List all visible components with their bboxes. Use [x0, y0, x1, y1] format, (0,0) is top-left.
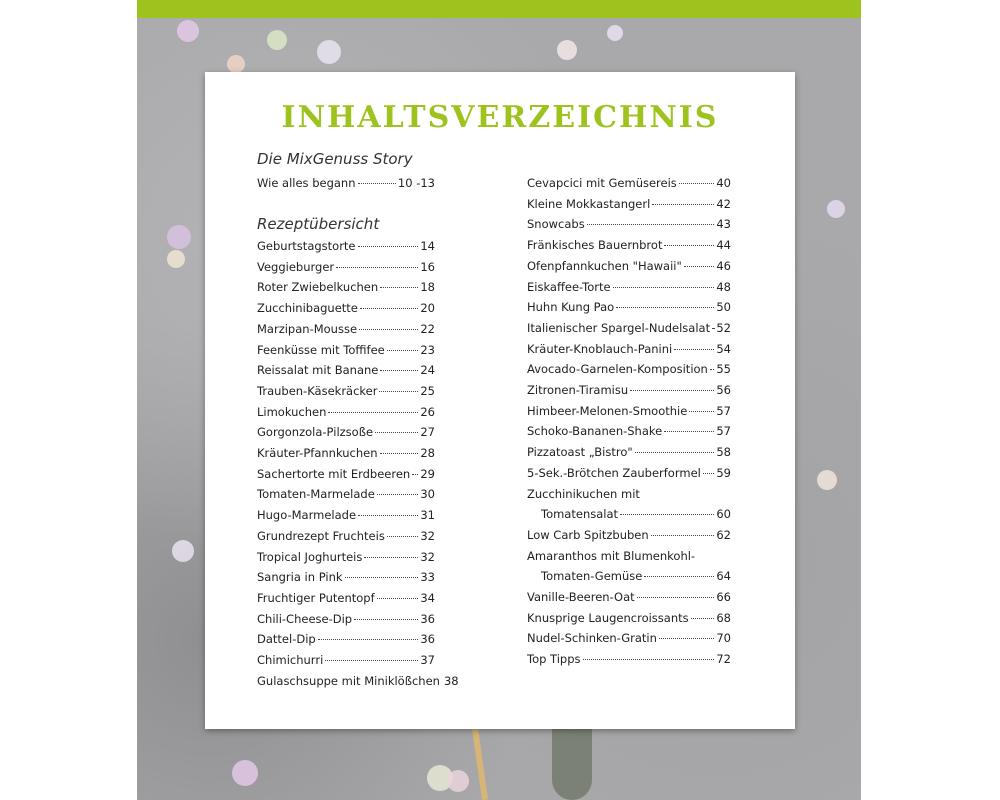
toc-entry-page: 26: [420, 404, 435, 419]
confetti-dot: [817, 470, 837, 490]
toc-entry-page: 57: [716, 403, 731, 418]
toc-entry[interactable]: [527, 445, 731, 465]
toc-entry[interactable]: [257, 508, 435, 528]
dot-leader: [375, 432, 418, 433]
toc-entry-page: 48: [716, 279, 731, 294]
toc-entry-title: Vanille-Beeren-Oat: [527, 590, 635, 604]
decor-stick: [472, 728, 488, 800]
toc-entry-page: 37: [420, 653, 435, 667]
toc-entry-page: 40: [716, 176, 731, 190]
toc-entry-page: 54: [716, 341, 731, 356]
dot-leader: [613, 287, 715, 288]
toc-entry-title: Sangria in Pink: [257, 570, 343, 585]
toc-entry-title: Tomaten-Gemüse: [541, 569, 643, 584]
toc-entry[interactable]: [527, 549, 731, 569]
toc-entry-page: 23: [420, 342, 435, 357]
toc-entry-title: Chimichurri: [257, 653, 324, 667]
toc-entry-page: 22: [420, 321, 435, 336]
toc-entry-page: 59: [716, 465, 731, 480]
dot-leader: [328, 412, 418, 413]
toc-entry[interactable]: [527, 631, 731, 651]
toc-entry-title: Avocado-Garnelen-Komposition: [527, 362, 708, 377]
toc-entry[interactable]: [527, 466, 731, 486]
toc-entry-title: Limokuchen: [257, 404, 327, 419]
toc-entry[interactable]: [527, 300, 731, 320]
toc-entry-page: 43: [716, 217, 731, 232]
toc-entry[interactable]: [527, 383, 731, 403]
dot-leader: [336, 267, 418, 268]
toc-entry-page: 68: [716, 610, 731, 625]
toc-entry-title: Eiskaffee-Torte: [527, 279, 611, 294]
toc-entry-page: 32: [420, 528, 435, 543]
dot-leader: [710, 369, 715, 370]
dot-leader: [387, 350, 419, 351]
toc-entry-page: 32: [420, 549, 435, 564]
toc-entry-page: 42: [716, 196, 731, 211]
dot-leader: [637, 597, 715, 598]
confetti-dot: [827, 200, 845, 218]
toc-entry[interactable]: [257, 322, 435, 342]
toc-card: [205, 72, 795, 729]
toc-entry[interactable]: [527, 176, 731, 196]
toc-entry-page: 50: [716, 300, 731, 315]
toc-entry-title: Tomatensalat: [541, 507, 619, 522]
toc-entry[interactable]: [257, 384, 435, 404]
toc-entry-page: 33: [420, 570, 435, 585]
confetti-dot: [447, 770, 469, 792]
dot-leader: [412, 474, 418, 475]
toc-entry-title: Knusprige Laugencroissants: [527, 610, 689, 625]
toc-entry-title: Huhn Kung Pao: [527, 300, 615, 315]
toc-entry-page: 55: [716, 362, 731, 377]
toc-entry-page: 52: [716, 320, 731, 335]
toc-entry[interactable]: [257, 591, 435, 611]
toc-entry-page: 28: [420, 446, 435, 460]
dot-leader: [620, 514, 714, 515]
dot-leader: [377, 598, 419, 599]
story-heading: Die MixGenuss Story: [257, 150, 413, 168]
dot-leader: [587, 224, 715, 225]
dot-leader: [359, 329, 418, 330]
toc-entry-page: 24: [420, 363, 435, 378]
toc-entry-title: Gorgonzola-Pilzsoße: [257, 425, 374, 440]
toc-entry[interactable]: [257, 467, 435, 487]
toc-entry-page: 66: [716, 590, 731, 604]
toc-entry-title: Veggieburger: [257, 259, 335, 274]
confetti-dot: [167, 250, 185, 268]
dot-leader: [358, 246, 419, 247]
toc-entry[interactable]: [257, 550, 435, 570]
toc-entry[interactable]: [257, 446, 435, 466]
toc-entry[interactable]: [527, 197, 731, 217]
toc-entry[interactable]: [257, 653, 435, 673]
toc-entry-title: Himbeer-Melonen-Smoothie: [527, 403, 688, 418]
dot-leader: [679, 183, 715, 184]
toc-entry[interactable]: [527, 259, 731, 279]
toc-entry[interactable]: [527, 487, 731, 507]
toc-entry[interactable]: [257, 673, 459, 694]
dot-leader: [380, 287, 418, 288]
toc-entry-page: 56: [716, 383, 731, 397]
toc-entry-title: Chili-Cheese-Dip: [257, 611, 353, 626]
toc-entry-title: Gulaschsuppe mit Miniklößchen: [257, 673, 440, 688]
dot-leader: [659, 638, 714, 639]
toc-entry-title: Zucchinikuchen mit: [527, 486, 640, 501]
dot-leader: [616, 307, 714, 308]
toc-entry-page: 10 -13: [397, 176, 435, 190]
dot-leader: [318, 639, 419, 640]
toc-entry-page: 31: [420, 508, 435, 523]
toc-entry-page: 36: [420, 632, 435, 647]
toc-entry-page: 46: [716, 258, 731, 273]
toc-entry-title: Snowcabs: [527, 217, 585, 232]
toc-entry[interactable]: [527, 238, 731, 258]
confetti-dot: [167, 225, 191, 249]
toc-entry[interactable]: [257, 612, 435, 632]
toc-entry-title: Fränkisches Bauernbrot: [527, 238, 663, 253]
toc-entry-title: Kräuter-Pfannkuchen: [257, 446, 378, 460]
toc-entry-title: 5-Sek.-Brötchen Zauberformel: [527, 465, 701, 480]
toc-entry-title: Top Tipps: [527, 652, 581, 667]
dot-leader: [635, 452, 715, 453]
book-page: [137, 0, 861, 800]
confetti-dot: [177, 20, 199, 42]
dot-leader: [380, 370, 418, 371]
dot-leader: [684, 266, 715, 267]
toc-entry[interactable]: [527, 424, 731, 444]
toc-entry-title: Low Carb Spitzbuben: [527, 527, 649, 542]
toc-entry-page: 25: [420, 383, 435, 398]
dot-leader: [354, 619, 418, 620]
recipe-heading: Rezeptübersicht: [257, 215, 380, 233]
toc-entry[interactable]: [257, 280, 435, 300]
toc-entry[interactable]: [257, 570, 435, 590]
toc-entry-title: Sachertorte mit Erdbeeren: [257, 466, 411, 481]
toc-entry-page: 27: [420, 425, 435, 440]
toc-entry-title: Zitronen-Tiramisu: [527, 383, 629, 397]
decor-server: [552, 728, 592, 800]
confetti-dot: [232, 760, 258, 786]
toc-entry-title: Feenküsse mit Toffifee: [257, 342, 385, 357]
toc-entry[interactable]: [541, 507, 731, 527]
dot-leader: [644, 576, 714, 577]
toc-entry-page: 60: [716, 507, 731, 522]
dot-leader: [364, 557, 418, 558]
confetti-dot: [227, 55, 245, 73]
toc-entry-title: Nudel-Schinken-Gratin: [527, 631, 657, 646]
dot-leader: [379, 391, 418, 392]
toc-entry[interactable]: [257, 343, 435, 363]
dot-leader: [703, 473, 715, 474]
dot-leader: [630, 390, 714, 391]
dot-leader: [664, 245, 714, 246]
dot-leader: [691, 618, 715, 619]
toc-entry-title: Grundrezept Fruchteis: [257, 528, 385, 543]
toc-entry[interactable]: [257, 176, 435, 196]
dot-leader: [358, 515, 418, 516]
toc-entry-title: Marzipan-Mousse: [257, 321, 358, 336]
toc-entry[interactable]: [527, 280, 731, 300]
dot-leader: [583, 659, 715, 660]
toc-entry-page: 57: [716, 424, 731, 439]
toc-entry-page: 29: [420, 466, 435, 481]
confetti-dot: [172, 540, 194, 562]
toc-entry-page: 70: [716, 631, 731, 646]
dot-leader: [325, 660, 418, 661]
toc-entry[interactable]: [527, 611, 731, 631]
toc-entry-title: Roter Zwiebelkuchen: [257, 280, 379, 295]
confetti-dot: [607, 25, 623, 41]
dot-leader: [345, 577, 419, 578]
toc-entry-page: 14: [420, 239, 435, 253]
toc-entry-title: Amaranthos mit Blumenkohl-: [527, 548, 696, 563]
toc-entry-page: 62: [716, 527, 731, 542]
toc-entry-title: Trauben-Käsekräcker: [257, 383, 378, 398]
confetti-dot: [557, 40, 577, 60]
toc-entry-title: Ofenpfannkuchen "Hawaii": [527, 258, 682, 273]
dot-leader: [377, 494, 419, 495]
toc-entry-title: Schoko-Bananen-Shake: [527, 424, 663, 439]
toc-entry[interactable]: [257, 260, 435, 280]
toc-entry-page: 30: [420, 487, 435, 502]
toc-entry-title: Zucchinibaguette: [257, 301, 358, 316]
toc-entry-title: Cevapcici mit Gemüsereis: [527, 176, 677, 190]
toc-entry-page: 20: [420, 301, 435, 316]
toc-entry[interactable]: [257, 425, 435, 445]
accent-bar: [137, 0, 861, 18]
toc-entry-title: Hugo-Marmelade: [257, 508, 357, 523]
toc-entry-title: Pizzatoast „Bistro": [527, 445, 633, 460]
toc-entry[interactable]: [527, 321, 731, 341]
toc-entry-page: 16: [420, 259, 435, 274]
dot-leader: [674, 349, 714, 350]
toc-entry[interactable]: [257, 301, 435, 321]
toc-entry-title: Italienischer Spargel-Nudelsalat: [527, 320, 711, 335]
toc-entry[interactable]: [257, 405, 435, 425]
toc-entry[interactable]: [527, 652, 731, 672]
toc-entry-title: Kleine Mokkastangerl: [527, 196, 651, 211]
dot-leader: [380, 453, 419, 454]
toc-entry[interactable]: [527, 404, 731, 424]
toc-entry[interactable]: [541, 569, 731, 589]
toc-entry-title: Tomaten-Marmelade: [257, 487, 375, 502]
toc-entry-title: Wie alles begann: [257, 176, 356, 190]
dot-leader: [712, 328, 714, 329]
toc-entry[interactable]: [257, 632, 435, 652]
toc-entry[interactable]: [257, 487, 435, 507]
toc-entry-page: 58: [716, 445, 731, 460]
toc-entry-title: Fruchtiger Putentopf: [257, 590, 375, 605]
toc-entry[interactable]: [527, 528, 731, 548]
toc-entry-page: 18: [420, 280, 435, 295]
toc-entry-page: 72: [716, 652, 731, 667]
toc-entry-title: Reissalat mit Banane: [257, 363, 379, 378]
toc-entry[interactable]: [257, 529, 435, 549]
dot-leader: [651, 535, 715, 536]
toc-entry[interactable]: [527, 342, 731, 362]
dot-leader: [689, 411, 714, 412]
dot-leader: [387, 536, 419, 537]
dot-leader: [664, 431, 714, 432]
toc-entry-page: 44: [716, 238, 731, 253]
dot-leader: [360, 308, 418, 309]
toc-entry[interactable]: [257, 363, 435, 383]
toc-entry-page: 64: [716, 569, 731, 584]
toc-entry[interactable]: [527, 362, 731, 382]
page-title: INHALTSVERZEICHNIS: [281, 100, 719, 135]
toc-entry[interactable]: [257, 239, 435, 259]
toc-entry-title: Dattel-Dip: [257, 632, 316, 647]
toc-entry-title: Tropical Joghurteis: [257, 549, 363, 564]
confetti-dot: [317, 40, 341, 64]
toc-entry[interactable]: [527, 590, 731, 610]
dot-leader: [652, 204, 714, 205]
toc-entry-title: Geburtstagstorte: [257, 239, 356, 253]
toc-entry[interactable]: [527, 217, 731, 237]
toc-entry-page: 34: [420, 590, 435, 605]
dot-leader: [358, 183, 396, 184]
toc-entry-title: Kräuter-Knoblauch-Panini: [527, 341, 673, 356]
confetti-dot: [267, 30, 287, 50]
toc-entry-page: 36: [420, 611, 435, 626]
toc-entry-page: 38: [443, 673, 459, 688]
